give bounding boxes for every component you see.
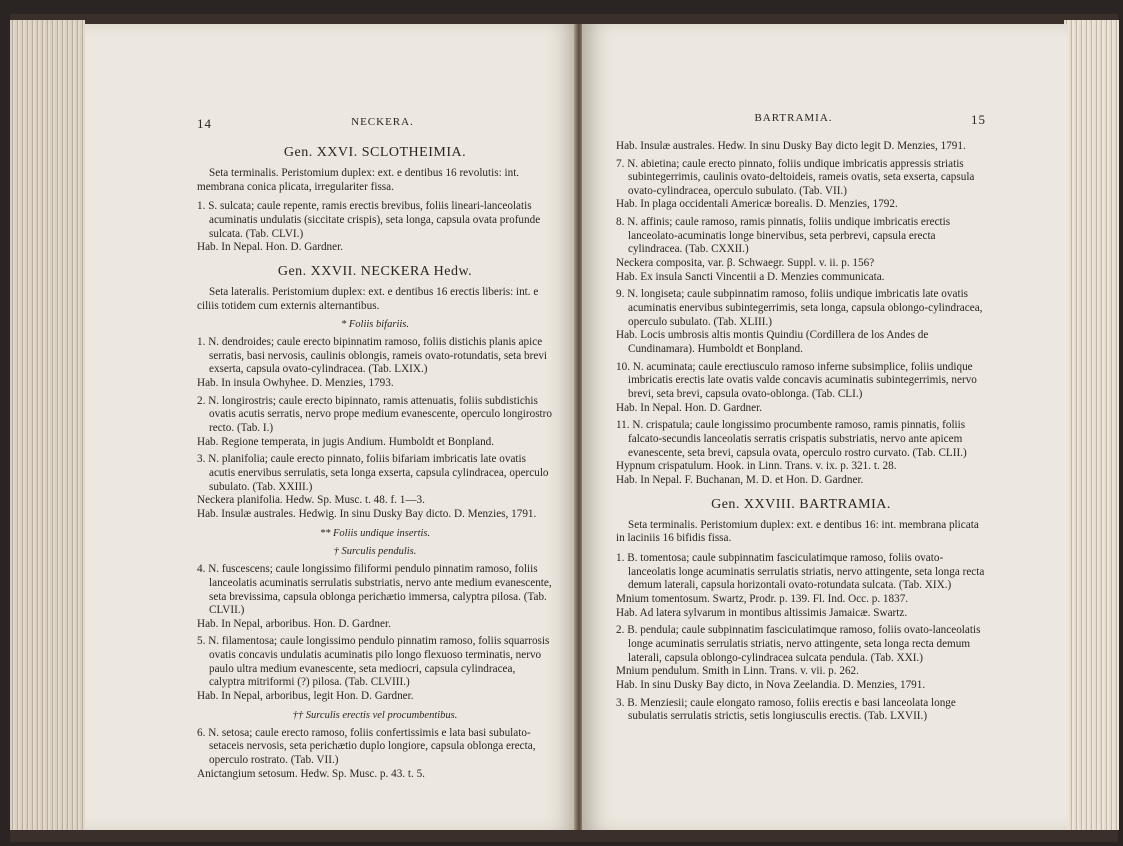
- habitat-line: Hab. Locis umbrosis altis montis Quindiu (Cordillera de los Andes de Cundinamara). Humboldt et Bonpland.: [616, 329, 929, 356]
- species-entry: 7. N. abietina; caule erecto pinnato, foliis undique imbricatis appressis striatis subintegerrimis, caulinis ovato-deltoideis, rameis ovatis, seta exserta, capsula ovato-cylindracea, operculo subulato. (Tab. VII.): [616, 157, 975, 197]
- habitat-line: Hab. In Nepal. F. Buchanan, M. D. et Hon. D. Gardner.: [616, 473, 864, 486]
- habitat-line: Hab. Ad latera sylvarum in montibus altissimis Jamaicæ. Swartz.: [616, 606, 908, 619]
- left-page-number: 14: [197, 116, 212, 131]
- synonym-line: Hypnum crispatulum. Hook. in Linn. Trans. v. ix. p. 321. t. 28.: [616, 460, 897, 473]
- right-running-title: BARTRAMIA.: [754, 112, 833, 124]
- species-entry: 1. B. tomentosa; caule subpinnatim fasciculatimque ramoso, foliis ovato-lanceolatis longe acuminatis serrulatis striatis, nervo attingente, seta longa recta demum laterali, capsula horizontali ovato-rotundata sulcata. (Tab. XIX.): [616, 552, 985, 592]
- species-entry: 2. N. longirostris; caule erecto bipinnato, ramis attenuatis, foliis subdistichis ovatis acutis serratis, nervo prope medium evanescente, operculo longirostro recto. (Tab. I.): [197, 394, 552, 434]
- synonym-line: Mnium tomentosum. Swartz, Prodr. p. 139. Fl. Ind. Occ. p. 1837.: [616, 592, 909, 605]
- synonym-line: Neckera planifolia. Hedw. Sp. Musc. t. 48. f. 1—3.: [197, 494, 425, 507]
- habitat-line: Hab. In Nepal, arboribus. Hon. D. Gardner.: [197, 617, 391, 630]
- habitat-line: Hab. In insula Owhyhee. D. Menzies, 1793.: [197, 377, 394, 390]
- right-running-head: [616, 112, 986, 128]
- left-page: [85, 24, 577, 830]
- genus-title-bartramia: Gen. XXVIII. BARTRAMIA.: [711, 496, 891, 512]
- left-running-title: NECKERA.: [351, 116, 414, 128]
- genus-description: Seta terminalis. Peristomium duplex: ext. e dentibus 16: int. membrana plicata in laciniis 16 bifidis fissa.: [616, 518, 979, 545]
- habitat-line: Hab. In Nepal. Hon. D. Gardner.: [616, 401, 763, 414]
- synonym-line: Mnium pendulum. Smith in Linn. Trans. v. vii. p. 262.: [616, 665, 859, 678]
- species-entry: 1. N. dendroides; caule erecto bipinnatim ramoso, foliis distichis planis apice serratis, basi nervosis, caulinis oblongis, rameis ovato-rotundatis, seta brevi exserta, capsula ovato-cylindracea. (Tab. LXIX.): [197, 336, 548, 376]
- habitat-line: Hab. Insulæ australes. Hedwig. In sinu Dusky Bay dicto. D. Menzies, 1791.: [197, 507, 537, 520]
- subsection-heading: † Surculis pendulis.: [333, 546, 417, 558]
- species-entry: 4. N. fuscescens; caule longissimo filiformi pendulo pinnatim ramoso, foliis lanceolatis acuminatis serrulatis substriatis, nervo ante medium evanescente, seta brevissima, capsula oblonga perichætio immersa, calyptra pilosa. (Tab. CLVII.): [197, 563, 552, 617]
- genus-title-sclotheimia: Gen. XXVI. SCLOTHEIMIA.: [283, 144, 467, 160]
- genus-description: Seta lateralis. Peristomium duplex: ext. e dentibus 16 erectis liberis: int. e ciliis totidem cum externis alternantibus.: [197, 285, 539, 312]
- species-entry: 8. N. affinis; caule ramoso, ramis pinnatis, foliis undique imbricatis erectis lanceolato-acuminatis longe binervibus, seta perbrevi, capsula erecta cylindracea. (Tab. CXXII.): [616, 216, 951, 256]
- section-heading: ** Foliis undique insertis.: [319, 527, 431, 539]
- left-page-content: [197, 116, 553, 781]
- species-entry: 6. N. setosa; caule erecto ramoso, foliis confertissimis e lata basi subulato-setaceis nervosis, seta perichætio duplo longiore, capsula oblonga erecta, operculo rostrato. (Tab. VII.): [197, 726, 536, 766]
- species-entry: 5. N. filamentosa; caule longissimo pendulo pinnatim ramoso, foliis squarrosis ovatis concavis undulatis acuminatis pilo longo flexuoso terminatis, nervo paulo ultra medium evanescente, seta mediocri, capsula cylindracea, calyptra mitriformi (?) pilosa. (Tab. CLVIII.): [197, 635, 550, 689]
- right-page-content: [616, 112, 986, 724]
- right-page: [582, 24, 1068, 830]
- habitat-line: Hab. In Nepal, arboribus, legit Hon. D. Gardner.: [197, 690, 414, 703]
- left-page-edges: [10, 20, 85, 830]
- right-page-edges: [1064, 20, 1119, 830]
- habitat-line: Hab. In Nepal. Hon. D. Gardner.: [197, 241, 344, 254]
- synonym-line: Neckera composita, var. β. Schwaegr. Suppl. v. ii. p. 156?: [616, 257, 875, 270]
- species-entry: 3. B. Menziesii; caule elongato ramoso, foliis erectis e basi lanceolata longe subulatis serrulatis strictis, setis longiusculis erectis. (Tab. LXVII.): [616, 696, 956, 723]
- synonym-line: Anictangium setosum. Hedw. Sp. Musc. p. 43. t. 5.: [197, 767, 425, 780]
- right-page-number: 15: [970, 112, 986, 127]
- species-entry: 10. N. acuminata; caule erectiusculo ramoso inferne subsimplice, foliis undique imbricatis erectis late ovatis valde concavis acuminatis subintegerrimis, nervo brevi, seta brevi, capsula ovato-oblonga. (Tab. CLI.): [616, 360, 977, 401]
- habitat-line: Hab. Regione temperata, in jugis Andium. Humboldt et Bonpland.: [197, 435, 495, 448]
- subsection-heading: †† Surculis erectis vel procumbentibus.: [292, 709, 458, 721]
- habitat-line: Hab. In sinu Dusky Bay dicto, in Nova Zeelandia. D. Menzies, 1791.: [616, 678, 926, 691]
- species-entry: 2. B. pendula; caule subpinnatim fasciculatimque ramoso, foliis ovato-lanceolatis longe acuminatis serrulatis striatis, nervo attingente, seta longa recta demum laterali, capsula oblongo-cylindracea sulcata pendula. (Tab. XXI.): [616, 624, 981, 664]
- species-entry: 3. N. planifolia; caule erecto pinnato, foliis bifariam imbricatis late ovatis acutis enervibus serrulatis, seta longa exserta, capsula cylindracea, operculo subulato. (Tab. XXIII.): [197, 453, 549, 493]
- left-running-head: [197, 116, 553, 132]
- genus-description: Seta terminalis. Peristomium duplex: ext. e dentibus 16 revolutis: int. membrana conica plicata, irregulariter fissa.: [197, 166, 520, 193]
- genus-title-neckera: Gen. XXVII. NECKERA Hedw.: [277, 263, 473, 279]
- section-heading: * Foliis bifariis.: [341, 319, 409, 331]
- habitat-line: Hab. Ex insula Sancti Vincentii a D. Menzies communicata.: [616, 270, 885, 283]
- habitat-line: Hab. In plaga occidentali Americæ borealis. D. Menzies, 1792.: [616, 198, 898, 211]
- habitat-line: Hab. Insulæ australes. Hedw. In sinu Dusky Bay dicto legit D. Menzies, 1791.: [616, 139, 966, 152]
- species-entry: 1. S. sulcata; caule repente, ramis erectis brevibus, foliis lineari-lanceolatis acuminatis undulatis (siccitate crispis), seta longa, capsula ovata profunde sulcata. (Tab. CLVI.): [197, 200, 541, 240]
- species-entry: 11. N. crispatula; caule longissimo procumbente ramoso, ramis pinnatis, foliis falcato-secundis lanceolatis serratis crispatis substriatis, nervo ante apicem evanescente, seta brevi, capsula ovata, operculo rostro curvato. (Tab. CLII.): [616, 419, 967, 459]
- species-entry: 9. N. longiseta; caule subpinnatim ramoso, foliis undique imbricatis late ovatis acuminatis enervibus subintegerrimis, seta longa, capsula oblongo-cylindracea, operculo subulato. (Tab. XLIII.): [616, 288, 983, 328]
